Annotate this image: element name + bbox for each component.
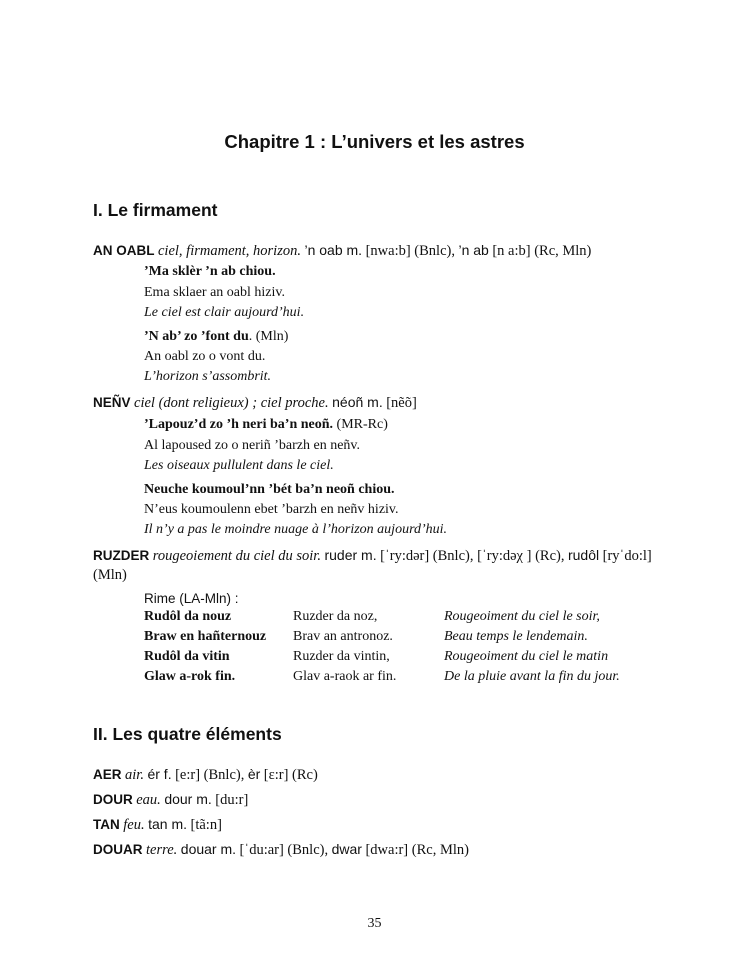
rime-french: Rougeoiment du ciel le matin bbox=[444, 649, 609, 664]
entry-form: tan m. bbox=[148, 816, 187, 832]
entry-nenv bbox=[93, 392, 417, 414]
entry-head: AN OABL bbox=[93, 243, 155, 258]
entry-form: dwar bbox=[331, 841, 362, 857]
entry-transcription: [ˈry:dər] (Bnlc), [ˈry:dəχ ] (Rc), bbox=[380, 548, 565, 564]
rime-french: De la pluie avant la fin du jour. bbox=[444, 669, 620, 684]
entry-transcription: [ˈdu:ar] (Bnlc), bbox=[239, 842, 329, 858]
entry-definition: air. bbox=[125, 767, 144, 783]
page-number: 35 bbox=[367, 916, 382, 931]
example-source: . (Mln) bbox=[248, 329, 289, 344]
example-breton bbox=[144, 417, 388, 433]
rime-breton: Glaw a-rok fin. bbox=[144, 669, 236, 684]
rime-standard: Ruzder da vintin, bbox=[293, 649, 390, 664]
example-breton-text: ’Lapouz’d zo ’h neri ba’n neoñ. bbox=[144, 417, 334, 432]
entry-form: èr bbox=[247, 766, 261, 782]
entry-an-oabl bbox=[93, 240, 591, 262]
example-breton: ’Ma sklèr ’n ab chiou. bbox=[144, 264, 276, 279]
entry-head: DOUR bbox=[93, 792, 133, 807]
entry-douar bbox=[93, 839, 469, 861]
entry-form: ér f. bbox=[147, 766, 172, 782]
rime-label: Rime (LA-Mln) : bbox=[144, 591, 239, 606]
entry-aer bbox=[93, 764, 318, 786]
entry-form: néoñ m. bbox=[332, 394, 383, 410]
rime-breton: Rudôl da vitin bbox=[144, 649, 230, 664]
entry-form: ’n oab m. bbox=[304, 242, 363, 258]
entry-head: RUZDER bbox=[93, 548, 150, 563]
entry-head: NEÑV bbox=[93, 395, 131, 410]
entry-form: douar m. bbox=[180, 841, 237, 857]
rime-french: Beau temps le lendemain. bbox=[444, 629, 588, 644]
entry-form: rudôl bbox=[567, 547, 600, 563]
entry-transcription: [ryˈdo:l] bbox=[602, 548, 652, 564]
section-title-elements: II. Les quatre éléments bbox=[93, 724, 282, 744]
rime-standard: Ruzder da noz, bbox=[293, 609, 378, 624]
entry-transcription: [ɛ:r] (Rc) bbox=[263, 767, 318, 783]
entry-transcription: [n a:b] (Rc, Mln) bbox=[492, 243, 592, 259]
entry-transcription: [nẽõ] bbox=[386, 395, 417, 411]
entry-transcription: [nwa:b] (Bnlc), bbox=[365, 243, 455, 259]
example-french: Les oiseaux pullulent dans le ciel. bbox=[144, 458, 334, 473]
entry-continuation: (Mln) bbox=[93, 567, 127, 583]
chapter-title: Chapitre 1 : L’univers et les astres bbox=[224, 131, 525, 152]
entry-definition: ciel (dont religieux) ; ciel proche. bbox=[134, 395, 329, 411]
entry-transcription: [du:r] bbox=[215, 792, 249, 808]
example-french: Il n’y a pas le moindre nuage à l’horizon aujourd’hui. bbox=[144, 522, 448, 537]
entry-definition: rougeoiement du ciel du soir. bbox=[152, 548, 321, 564]
example-breton: Neuche koumoul’nn ’bét ba’n neoñ chiou. bbox=[144, 482, 395, 497]
rime-breton: Rudôl da nouz bbox=[144, 609, 232, 624]
example-standard: N’eus koumoulenn ebet ’barzh en neñv hiziv. bbox=[144, 502, 399, 517]
entry-head: AER bbox=[93, 767, 122, 782]
entry-transcription: [tã:n] bbox=[190, 817, 222, 833]
rime-breton: Braw en hañternouz bbox=[144, 629, 267, 644]
example-breton bbox=[144, 329, 288, 345]
rime-standard: Glav a-raok ar fin. bbox=[293, 669, 397, 684]
example-french: L’horizon s’assombrit. bbox=[144, 369, 272, 384]
entry-transcription: [dwa:r] (Rc, Mln) bbox=[365, 842, 469, 858]
example-breton-text: ’N ab’ zo ’font du bbox=[144, 329, 249, 344]
rime-french: Rougeoiment du ciel le soir, bbox=[444, 609, 600, 624]
entry-head: DOUAR bbox=[93, 842, 143, 857]
example-standard: An oabl zo o vont du. bbox=[144, 349, 266, 364]
example-source: (MR-Rc) bbox=[333, 417, 388, 432]
example-french: Le ciel est clair aujourd’hui. bbox=[144, 305, 305, 320]
entry-dour bbox=[93, 789, 248, 811]
entry-definition: eau. bbox=[136, 792, 161, 808]
example-standard: Ema sklaer an oabl hiziv. bbox=[144, 285, 285, 300]
entry-head: TAN bbox=[93, 817, 120, 832]
entry-ruzder bbox=[93, 545, 652, 567]
entry-form: ’n ab bbox=[458, 242, 489, 258]
rime-standard: Brav an antronoz. bbox=[293, 629, 393, 644]
entry-definition: ciel, firmament, horizon. bbox=[158, 243, 301, 259]
entry-definition: terre. bbox=[146, 842, 178, 858]
entry-tan bbox=[93, 814, 222, 836]
entry-transcription: [e:r] (Bnlc), bbox=[175, 767, 245, 783]
example-standard: Al lapoused zo o neriñ ’barzh en neñv. bbox=[144, 438, 361, 453]
entry-form: dour m. bbox=[164, 791, 212, 807]
entry-form: ruder m. bbox=[324, 547, 377, 563]
section-title-firmament: I. Le firmament bbox=[93, 200, 218, 220]
entry-definition: feu. bbox=[123, 817, 145, 833]
